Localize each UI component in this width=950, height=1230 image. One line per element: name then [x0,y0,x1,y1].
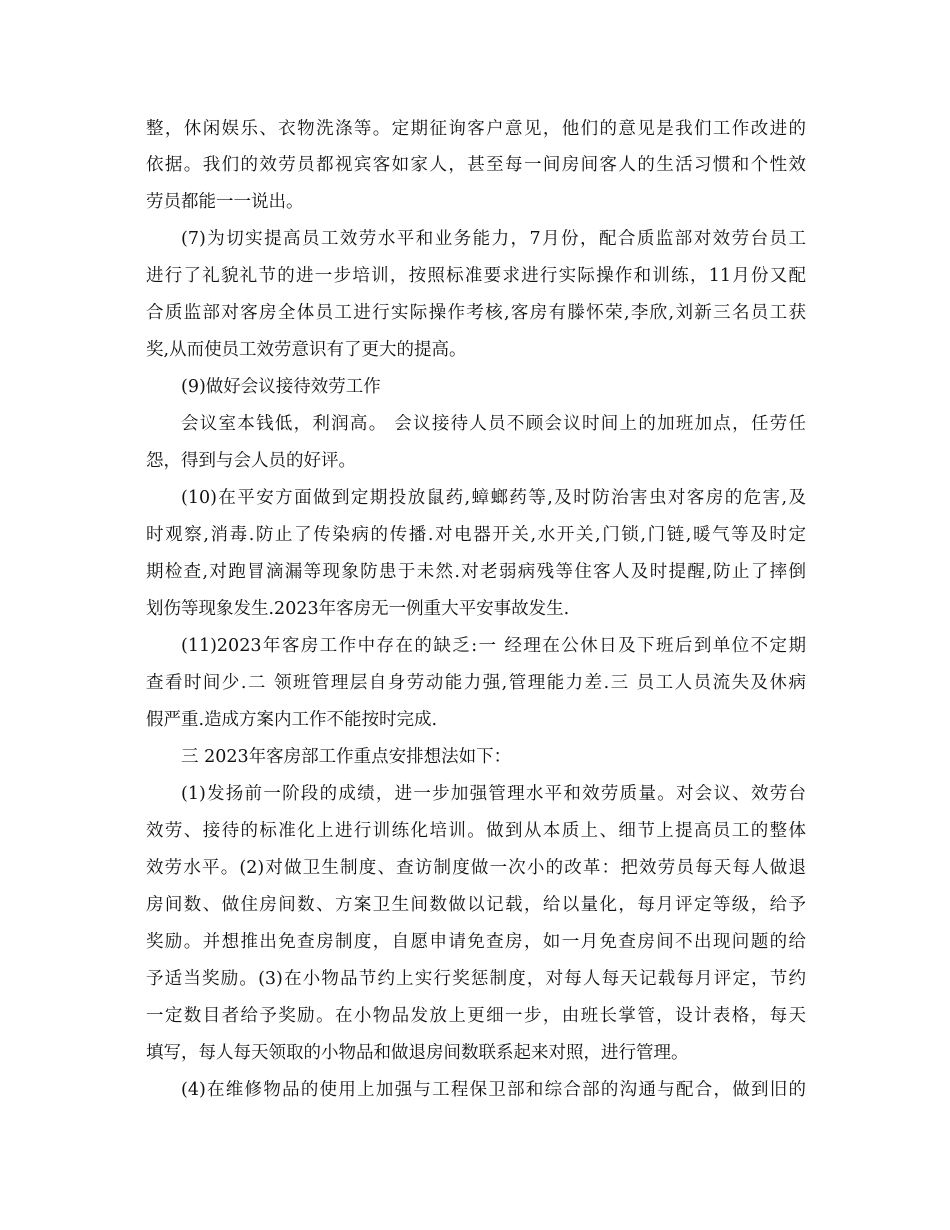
text-line-25: 一定数目者给予奖励。在小物品发放上更细一步，由班长掌管，设计表格，每天 [146,1006,806,1026]
text-line-24: 予适当奖励。(3)在小物品节约上实行奖惩制度，对每人每天记载每月评定，节约 [146,969,806,989]
text-line-23: 奖励。并想推出免查房制度，自愿申请免查房，如一月免查房间不出现问题的给 [146,932,806,952]
text-line-13: 期检查,对跑冒滴漏等现象防患于未然.对老弱病残等住客人及时提醒,防止了摔倒 [146,562,806,582]
text-line-6: 合质监部对客房全体员工进行实际操作考核,客房有滕怀荣,李欣,刘新三名员工获 [146,303,806,323]
text-line-1: 整，休闲娱乐、衣物洗涤等。定期征询客户意见，他们的意见是我们工作改进的 [146,119,806,139]
text-line-20: 效劳、接待的标准化上进行训练化培训。做到从本质上、细节上提高员工的整体 [146,821,806,841]
text-line-16: 查看时间少.二 领班管理层自身劳动能力强,管理能力差.三 员工人员流失及休病 [146,673,806,693]
text-line-5: 进行了礼貌礼节的进一步培训，按照标准要求进行实际操作和训练，11月份又配 [146,266,806,286]
text-line-7: 奖,从而使员工效劳意识有了更大的提高。 [146,340,467,360]
text-line-15: (11)2023年客房工作中存在的缺乏:一 经理在公休日及下班后到单位不定期 [181,636,806,656]
text-line-22: 房间数、做住房间数、方案卫生间数做以记载，给以量化，每月评定等级，给予 [146,895,806,915]
text-line-3: 劳员都能一一说出。 [146,192,304,212]
text-line-17: 假严重.造成方案内工作不能按时完成. [146,710,438,730]
text-line-11: (10)在平安方面做到定期投放鼠药,蟑螂药等,及时防治害虫对客房的危害,及 [181,488,806,508]
text-line-12: 时观察,消毒.防止了传染病的传播.对电器开关,水开关,门锁,门链,暖气等及时定 [146,525,806,545]
text-line-9: 会议室本钱低，利润高。 会议接待人员不顾会议时间上的加班加点，任劳任 [181,414,806,434]
text-line-10: 怨，得到与会人员的好评。 [146,451,356,471]
text-line-19: (1)发扬前一阶段的成绩，进一步加强管理水平和效劳质量。对会议、效劳台 [181,784,806,804]
section-heading-9: (9)做好会议接待效劳工作 [181,377,381,397]
text-line-14: 划伤等现象发生.2023年客房无一例重大平安事故发生. [146,599,570,619]
text-line-26: 填写，每人每天领取的小物品和做退房间数联系起来对照，进行管理。 [146,1043,689,1063]
text-line-4: (7)为切实提高员工效劳水平和业务能力，7月份，配合质监部对效劳台员工 [181,229,806,249]
text-line-2: 依据。我们的效劳员都视宾客如家人，甚至每一间房间客人的生活习惯和个性效 [146,155,806,175]
section-heading-3: 三 2023年客房部工作重点安排想法如下： [181,747,512,767]
text-line-21: 效劳水平。(2)对做卫生制度、查访制度做一次小的改革：把效劳员每天每人做退 [146,858,806,878]
text-line-27: (4)在维修物品的使用上加强与工程保卫部和综合部的沟通与配合，做到旧的 [181,1080,806,1100]
